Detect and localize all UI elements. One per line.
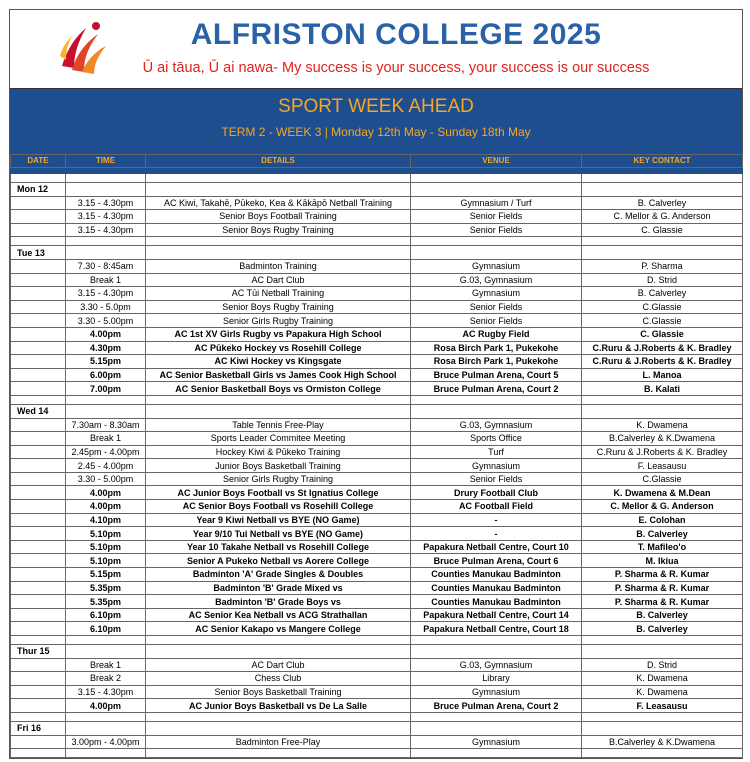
empty-cell — [11, 314, 66, 328]
event-row — [11, 554, 743, 568]
event-details: AC Senior Boys Football vs Rosehill College — [146, 500, 411, 514]
event-time: Break 1 — [66, 432, 146, 446]
event-contact: F. Leasausu — [582, 699, 743, 713]
event-time: 4.00pm — [66, 500, 146, 514]
empty-cell — [11, 223, 66, 237]
empty-cell — [582, 174, 743, 183]
day-row — [11, 183, 743, 197]
empty-cell — [66, 712, 146, 721]
event-venue: Gymnasium — [411, 459, 582, 473]
event-venue: Papakura Netball Centre, Court 10 — [411, 540, 582, 554]
schedule-table — [10, 154, 743, 758]
event-row — [11, 472, 743, 486]
event-row — [11, 735, 743, 749]
event-details: Chess Club — [146, 672, 411, 686]
event-time: 7.30am - 8.30am — [66, 418, 146, 432]
event-contact: C.Ruru & J.Roberts & K. Bradley — [582, 355, 743, 369]
event-row — [11, 382, 743, 396]
spacer-row — [11, 237, 743, 246]
event-details: Badminton Training — [146, 259, 411, 273]
event-row — [11, 300, 743, 314]
event-time: 5.10pm — [66, 540, 146, 554]
empty-cell — [11, 581, 66, 595]
event-time: 4.00pm — [66, 486, 146, 500]
event-contact: C.Ruru & J.Roberts & K. Bradley — [582, 445, 743, 459]
empty-cell — [11, 355, 66, 369]
event-venue: Drury Football Club — [411, 486, 582, 500]
empty-cell — [66, 645, 146, 659]
empty-cell — [582, 395, 743, 404]
event-time: 3.15 - 4.30pm — [66, 196, 146, 210]
event-contact: C.Glassie — [582, 300, 743, 314]
event-time: 6.00pm — [66, 368, 146, 382]
empty-cell — [11, 500, 66, 514]
event-row — [11, 622, 743, 636]
empty-cell — [11, 174, 66, 183]
empty-cell — [411, 174, 582, 183]
empty-cell — [66, 395, 146, 404]
event-venue: Counties Manukau Badminton — [411, 595, 582, 609]
event-time: 2.45pm - 4.00pm — [66, 445, 146, 459]
empty-cell — [11, 622, 66, 636]
event-details: AC Dart Club — [146, 658, 411, 672]
event-details: Badminton 'B' Grade Mixed vs — [146, 581, 411, 595]
empty-cell — [582, 183, 743, 197]
event-contact: C. Glassie — [582, 223, 743, 237]
event-contact: T. Mafileo'o — [582, 540, 743, 554]
event-time: 5.35pm — [66, 595, 146, 609]
event-venue: Gymnasium / Turf — [411, 196, 582, 210]
event-details: AC 1st XV Girls Rugby vs Papakura High School — [146, 327, 411, 341]
event-contact: B. Kalati — [582, 382, 743, 396]
empty-cell — [66, 749, 146, 758]
banner-title: SPORT WEEK AHEAD — [278, 96, 474, 117]
event-venue: Rosa Birch Park 1, Pukekohe — [411, 355, 582, 369]
event-contact: B. Calverley — [582, 287, 743, 301]
empty-cell — [582, 636, 743, 645]
spacer-row — [11, 749, 743, 758]
day-label: Mon 12 — [11, 183, 66, 197]
event-contact: M. Ikiua — [582, 554, 743, 568]
event-contact: K. Dwamena — [582, 672, 743, 686]
event-details: Hockey Kiwi & Pūkeko Training — [146, 445, 411, 459]
event-row — [11, 327, 743, 341]
event-details: AC Junior Boys Football vs St Ignatius College — [146, 486, 411, 500]
event-contact: C. Glassie — [582, 327, 743, 341]
empty-cell — [11, 712, 66, 721]
event-details: AC Senior Basketball Boys vs Ormiston College — [146, 382, 411, 396]
empty-cell — [66, 636, 146, 645]
event-row — [11, 595, 743, 609]
empty-cell — [146, 237, 411, 246]
event-venue: Library — [411, 672, 582, 686]
event-row — [11, 540, 743, 554]
empty-cell — [11, 273, 66, 287]
event-contact: D. Strid — [582, 273, 743, 287]
empty-cell — [146, 174, 411, 183]
empty-cell — [11, 554, 66, 568]
empty-cell — [11, 513, 66, 527]
event-row — [11, 568, 743, 582]
event-time: 3.15 - 4.30pm — [66, 685, 146, 699]
event-contact: B.Calverley & K.Dwamena — [582, 735, 743, 749]
empty-cell — [11, 540, 66, 554]
event-details: Senior Girls Rugby Training — [146, 314, 411, 328]
event-details: AC Pūkeko Hockey vs Rosehill College — [146, 341, 411, 355]
empty-cell — [11, 432, 66, 446]
empty-cell — [146, 404, 411, 418]
empty-cell — [11, 237, 66, 246]
schedule-body — [11, 155, 743, 758]
event-time: 5.10pm — [66, 527, 146, 541]
event-time: 3.30 - 5.0pm — [66, 300, 146, 314]
empty-cell — [411, 721, 582, 735]
empty-cell — [146, 712, 411, 721]
empty-cell — [582, 246, 743, 260]
event-row — [11, 223, 743, 237]
column-header-contact: KEY CONTACT — [582, 155, 743, 168]
event-time: 3.00pm - 4.00pm — [66, 735, 146, 749]
event-venue: Sports Office — [411, 432, 582, 446]
event-contact: B. Calverley — [582, 622, 743, 636]
empty-cell — [11, 658, 66, 672]
event-row — [11, 608, 743, 622]
empty-cell — [11, 459, 66, 473]
event-contact: F. Leasausu — [582, 459, 743, 473]
event-details: AC Kiwi Hockey vs Kingsgate — [146, 355, 411, 369]
empty-cell — [11, 699, 66, 713]
sport-week-banner — [10, 88, 742, 154]
event-row — [11, 196, 743, 210]
event-time: 3.15 - 4.30pm — [66, 287, 146, 301]
event-time: Break 1 — [66, 273, 146, 287]
event-row — [11, 259, 743, 273]
day-label: Tue 13 — [11, 246, 66, 260]
empty-cell — [66, 174, 146, 183]
event-details: Year 10 Takahe Netball vs Rosehill College — [146, 540, 411, 554]
empty-cell — [411, 712, 582, 721]
event-details: Senior Boys Basketball Training — [146, 685, 411, 699]
event-details: AC Senior Basketball Girls vs James Cook High School — [146, 368, 411, 382]
event-row — [11, 581, 743, 595]
empty-cell — [11, 608, 66, 622]
event-details: AC Senior Kakapo vs Mangere College — [146, 622, 411, 636]
event-venue: AC Football Field — [411, 500, 582, 514]
event-row — [11, 314, 743, 328]
empty-cell — [582, 721, 743, 735]
empty-cell — [66, 721, 146, 735]
empty-cell — [11, 210, 66, 224]
event-contact: B.Calverley & K.Dwamena — [582, 432, 743, 446]
empty-cell — [66, 237, 146, 246]
empty-cell — [11, 445, 66, 459]
event-row — [11, 341, 743, 355]
spacer-row — [11, 174, 743, 183]
event-venue: G.03, Gymnasium — [411, 658, 582, 672]
event-contact: B. Calverley — [582, 608, 743, 622]
event-contact: P. Sharma & R. Kumar — [582, 595, 743, 609]
event-time: 7.00pm — [66, 382, 146, 396]
banner-subtitle: TERM 2 - WEEK 3 | Monday 12th May - Sunday 18th May — [221, 125, 531, 139]
event-time: 5.15pm — [66, 355, 146, 369]
event-time: 6.10pm — [66, 608, 146, 622]
day-row — [11, 645, 743, 659]
empty-cell — [146, 636, 411, 645]
empty-cell — [411, 237, 582, 246]
event-details: Badminton Free-Play — [146, 735, 411, 749]
spacer-row — [11, 712, 743, 721]
event-time: 2.45 - 4.00pm — [66, 459, 146, 473]
event-venue: Senior Fields — [411, 223, 582, 237]
event-venue: Counties Manukau Badminton — [411, 568, 582, 582]
event-row — [11, 685, 743, 699]
event-venue: Counties Manukau Badminton — [411, 581, 582, 595]
event-contact: C. Mellor & G. Anderson — [582, 500, 743, 514]
event-time: 4.30pm — [66, 341, 146, 355]
event-venue: Bruce Pulman Arena, Court 6 — [411, 554, 582, 568]
empty-cell — [146, 749, 411, 758]
event-details: Year 9 Kiwi Netball vs BYE (NO Game) — [146, 513, 411, 527]
event-venue: G.03, Gymnasium — [411, 418, 582, 432]
empty-cell — [582, 404, 743, 418]
empty-cell — [11, 595, 66, 609]
column-header-time: TIME — [66, 155, 146, 168]
event-time: 4.00pm — [66, 699, 146, 713]
day-label: Fri 16 — [11, 721, 66, 735]
event-venue: Gymnasium — [411, 259, 582, 273]
empty-cell — [146, 395, 411, 404]
event-venue: - — [411, 527, 582, 541]
event-time: 5.35pm — [66, 581, 146, 595]
event-details: Junior Boys Basketball Training — [146, 459, 411, 473]
event-contact: C.Glassie — [582, 314, 743, 328]
event-row — [11, 513, 743, 527]
empty-cell — [11, 259, 66, 273]
event-details: Senior Boys Football Training — [146, 210, 411, 224]
empty-cell — [11, 672, 66, 686]
column-header-date: DATE — [11, 155, 66, 168]
column-header-row — [11, 155, 743, 168]
event-time: 6.10pm — [66, 622, 146, 636]
event-contact: K. Dwamena — [582, 685, 743, 699]
event-time: Break 1 — [66, 658, 146, 672]
empty-cell — [66, 246, 146, 260]
event-row — [11, 432, 743, 446]
event-venue: Rosa Birch Park 1, Pukekohe — [411, 341, 582, 355]
event-time: 4.00pm — [66, 327, 146, 341]
event-venue: AC Rugby Field — [411, 327, 582, 341]
event-details: Badminton 'A' Grade Singles & Doubles — [146, 568, 411, 582]
day-label: Wed 14 — [11, 404, 66, 418]
day-row — [11, 404, 743, 418]
empty-cell — [66, 183, 146, 197]
event-contact: P. Sharma & R. Kumar — [582, 581, 743, 595]
event-time: 3.30 - 5.00pm — [66, 472, 146, 486]
event-venue: Senior Fields — [411, 314, 582, 328]
event-venue: Bruce Pulman Arena, Court 2 — [411, 382, 582, 396]
event-row — [11, 486, 743, 500]
day-label: Thur 15 — [11, 645, 66, 659]
empty-cell — [11, 735, 66, 749]
event-contact: L. Manoa — [582, 368, 743, 382]
event-venue: Papakura Netball Centre, Court 14 — [411, 608, 582, 622]
event-row — [11, 658, 743, 672]
empty-cell — [11, 341, 66, 355]
event-contact: K. Dwamena — [582, 418, 743, 432]
empty-cell — [11, 395, 66, 404]
event-venue: - — [411, 513, 582, 527]
empty-cell — [11, 472, 66, 486]
event-row — [11, 527, 743, 541]
event-venue: Senior Fields — [411, 300, 582, 314]
event-venue: Papakura Netball Centre, Court 18 — [411, 622, 582, 636]
empty-cell — [11, 685, 66, 699]
event-row — [11, 500, 743, 514]
empty-cell — [146, 645, 411, 659]
empty-cell — [11, 196, 66, 210]
event-contact: B. Calverley — [582, 527, 743, 541]
event-contact: K. Dwamena & M.Dean — [582, 486, 743, 500]
empty-cell — [11, 300, 66, 314]
event-time: Break 2 — [66, 672, 146, 686]
column-header-details: DETAILS — [146, 155, 411, 168]
event-details: Year 9/10 Tui Netball vs BYE (NO Game) — [146, 527, 411, 541]
event-details: AC Junior Boys Basketball vs De La Salle — [146, 699, 411, 713]
event-row — [11, 273, 743, 287]
empty-cell — [411, 645, 582, 659]
event-venue: Bruce Pulman Arena, Court 2 — [411, 699, 582, 713]
empty-cell — [11, 418, 66, 432]
empty-cell — [582, 645, 743, 659]
event-row — [11, 355, 743, 369]
event-details: AC Senior Kea Netball vs ACG Strathallan — [146, 608, 411, 622]
event-contact: B. Calverley — [582, 196, 743, 210]
event-venue: Gymnasium — [411, 735, 582, 749]
event-details: AC Kiwi, Takahē, Pūkeko, Kea & Kākāpō Netball Training — [146, 196, 411, 210]
empty-cell — [582, 712, 743, 721]
event-time: 3.30 - 5.00pm — [66, 314, 146, 328]
event-details: Senior A Pukeko Netball vs Aorere College — [146, 554, 411, 568]
event-row — [11, 210, 743, 224]
empty-cell — [11, 636, 66, 645]
event-details: AC Tūi Netball Training — [146, 287, 411, 301]
event-row — [11, 699, 743, 713]
event-contact: D. Strid — [582, 658, 743, 672]
empty-cell — [11, 568, 66, 582]
empty-cell — [11, 527, 66, 541]
event-row — [11, 445, 743, 459]
event-venue: Gymnasium — [411, 685, 582, 699]
event-row — [11, 287, 743, 301]
event-venue: Senior Fields — [411, 472, 582, 486]
event-time: 4.10pm — [66, 513, 146, 527]
empty-cell — [146, 183, 411, 197]
empty-cell — [411, 246, 582, 260]
college-header — [10, 10, 742, 88]
event-details: Senior Boys Rugby Training — [146, 300, 411, 314]
college-title: ALFRISTON COLLEGE 2025 — [190, 18, 602, 51]
event-row — [11, 459, 743, 473]
empty-cell — [146, 246, 411, 260]
empty-cell — [11, 327, 66, 341]
empty-cell — [11, 749, 66, 758]
empty-cell — [146, 721, 411, 735]
event-details: Table Tennis Free-Play — [146, 418, 411, 432]
day-row — [11, 721, 743, 735]
empty-cell — [11, 287, 66, 301]
empty-cell — [411, 636, 582, 645]
event-venue: G.03, Gymnasium — [411, 273, 582, 287]
college-motto: Ū ai tāua, Ū ai nawa- My success is your success, your success is our success — [142, 60, 650, 76]
empty-cell — [582, 749, 743, 758]
empty-cell — [411, 183, 582, 197]
event-time: 5.15pm — [66, 568, 146, 582]
empty-cell — [411, 395, 582, 404]
event-time: 3.15 - 4.30pm — [66, 210, 146, 224]
event-venue: Senior Fields — [411, 210, 582, 224]
empty-cell — [66, 404, 146, 418]
spacer-row — [11, 636, 743, 645]
spacer-row — [11, 395, 743, 404]
event-row — [11, 418, 743, 432]
event-contact: C.Ruru & J.Roberts & K. Bradley — [582, 341, 743, 355]
empty-cell — [411, 749, 582, 758]
empty-cell — [11, 368, 66, 382]
event-venue: Bruce Pulman Arena, Court 5 — [411, 368, 582, 382]
event-venue: Gymnasium — [411, 287, 582, 301]
sport-week-sheet — [9, 9, 743, 759]
empty-cell — [582, 237, 743, 246]
event-row — [11, 672, 743, 686]
event-contact: P. Sharma & R. Kumar — [582, 568, 743, 582]
event-time: 5.10pm — [66, 554, 146, 568]
day-row — [11, 246, 743, 260]
event-contact: C. Mellor & G. Anderson — [582, 210, 743, 224]
event-contact: C.Glassie — [582, 472, 743, 486]
event-contact: E. Colohan — [582, 513, 743, 527]
column-header-venue: VENUE — [411, 155, 582, 168]
event-time: 3.15 - 4.30pm — [66, 223, 146, 237]
empty-cell — [11, 382, 66, 396]
event-venue: Turf — [411, 445, 582, 459]
empty-cell — [411, 404, 582, 418]
event-time: 7.30 - 8:45am — [66, 259, 146, 273]
event-row — [11, 368, 743, 382]
event-details: Senior Girls Rugby Training — [146, 472, 411, 486]
event-details: Badminton 'B' Grade Boys vs — [146, 595, 411, 609]
event-details: Senior Boys Rugby Training — [146, 223, 411, 237]
event-details: Sports Leader Commitee Meeting — [146, 432, 411, 446]
event-contact: P. Sharma — [582, 259, 743, 273]
event-details: AC Dart Club — [146, 273, 411, 287]
empty-cell — [11, 486, 66, 500]
